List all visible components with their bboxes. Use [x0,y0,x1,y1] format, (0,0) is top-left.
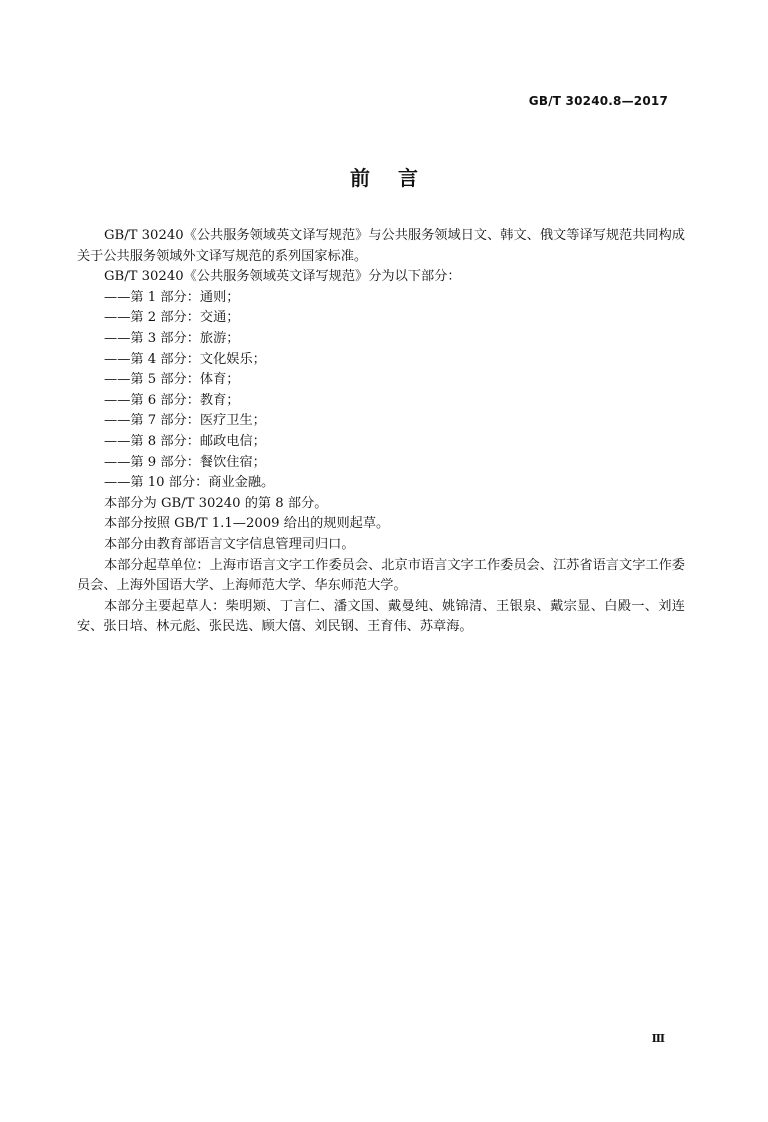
list-item: ——第 3 部分：旅游； [104,330,240,346]
page-title: 前言 [350,166,446,190]
list-item: ——第 2 部分：交通； [104,310,240,326]
standard-number: GB/T 30240.8—2017 [528,94,668,108]
drafters-statement: 本部分主要起草人：柴明颎、丁言仁、潘文国、戴曼纯、姚锦清、王银泉、戴宗显、白殿一、刘连安、张日培、林元彪、张民选、顾大僖、刘民钢、王育伟、苏章海。 [77,598,685,635]
this-part-statement: 本部分为 GB/T 30240 的第 8 部分。 [104,495,328,511]
drafting-rules-statement: 本部分按照 GB/T 1.1—2009 给出的规则起草。 [104,516,390,532]
document-body [77,226,685,638]
intro-paragraph: GB/T 30240《公共服务领域英文译写规范》与公共服务领域日文、韩文、俄文等译写规范共同构成关于公共服务领域外文译写规范的系列国家标准。 [77,228,685,264]
list-item: ——第 4 部分：文化娱乐； [104,351,266,367]
list-item: ——第 1 部分：通则； [104,289,240,305]
list-item: ——第 10 部分：商业金融。 [104,475,275,491]
list-item: ——第 8 部分：邮政电信； [104,433,266,449]
list-item: ——第 9 部分：餐饮住宿； [104,454,266,470]
list-item: ——第 6 部分：教育； [104,392,240,408]
list-item: ——第 5 部分：体育； [104,372,240,388]
parts-list [77,288,685,494]
drafting-units-statement: 本部分起草单位：上海市语言文字工作委员会、北京市语言文字工作委员会、江苏省语言文字工作委员会、上海外国语大学、上海师范大学、华东师范大学。 [77,557,685,594]
list-item: ——第 7 部分：医疗卫生； [104,413,266,429]
page-number: Ⅲ [651,1032,665,1045]
parts-intro-paragraph: GB/T 30240《公共服务领域英文译写规范》分为以下部分： [104,269,461,285]
managed-by-statement: 本部分由教育部语言文字信息管理司归口。 [104,536,355,552]
